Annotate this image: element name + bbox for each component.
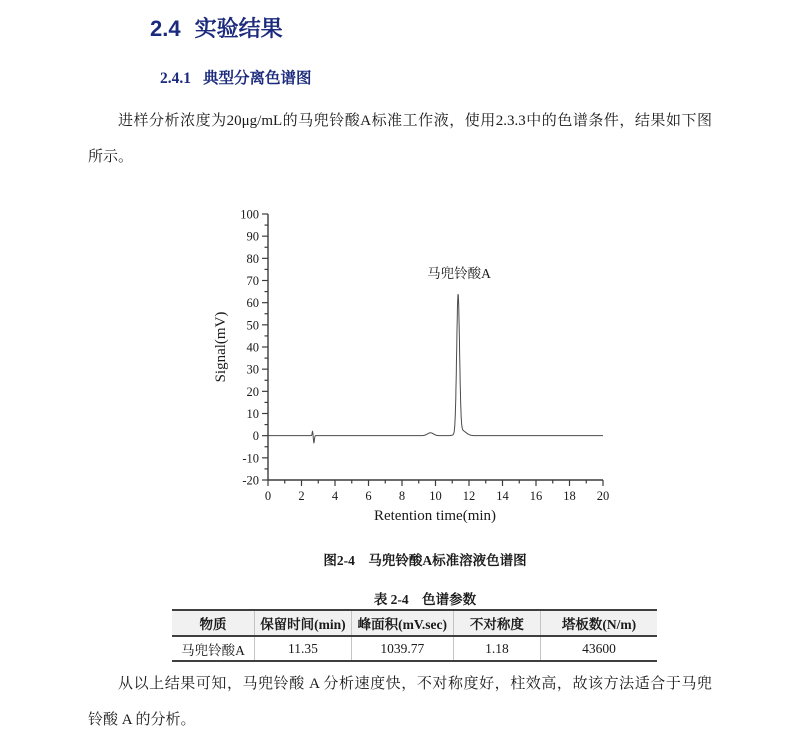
col-header-peak-area: 峰面积(mV.sec) <box>351 610 453 636</box>
table-caption: 表 2-4 色谱参数 <box>373 592 477 607</box>
peak-annotation: 马兜铃酸A <box>427 266 491 281</box>
subsection-heading <box>160 66 312 88</box>
col-header-plate-number: 塔板数(N/m) <box>561 617 637 632</box>
paragraph-line: 进样分析浓度为20μg/mL的马兜铃酸A标准工作液，使用2.3.3中的色谱条件，结果如下图 <box>118 113 712 129</box>
y-axis-title: Signal(mV) <box>213 311 229 383</box>
table-row <box>172 636 657 661</box>
subsection-number: 2.4.1 <box>160 70 191 87</box>
x-tick-label: 10 <box>429 489 442 503</box>
cell-asymmetry: 1.18 <box>453 636 540 661</box>
x-tick-label: 6 <box>365 489 372 503</box>
subsection-title: 典型分离色谱图 <box>203 70 312 87</box>
y-tick-label: -10 <box>242 451 259 466</box>
chromatogram-figure <box>185 200 625 530</box>
chromatogram-trace <box>268 294 603 443</box>
col-header-asymmetry: 不对称度 <box>453 610 540 636</box>
conclusion-paragraph <box>88 666 712 734</box>
x-tick-label: 16 <box>529 489 543 503</box>
col-header-substance: 物质 <box>172 610 254 636</box>
section-number: 2.4 <box>150 16 181 41</box>
chromatogram-chart <box>185 200 625 530</box>
y-tick-label: 40 <box>246 340 259 355</box>
section-heading <box>150 12 283 43</box>
cell-retention-time: 11.35 <box>254 636 351 661</box>
paragraph-line: 从以上结果可知，马兜铃酸 A 分析速度快，不对称度好，柱效高，故该方法适合于马兜 <box>118 676 712 692</box>
figure-caption: 图2-4 马兜铃酸A标准溶液色谱图 <box>323 553 527 568</box>
y-tick-label: 90 <box>246 229 259 244</box>
section-title: 实验结果 <box>194 16 283 41</box>
col-header-retention-time: 保留时间(min) <box>254 610 351 636</box>
paragraph-line: 所示。 <box>88 149 134 165</box>
x-tick-label: 14 <box>496 489 509 503</box>
y-tick-label: -20 <box>242 473 259 488</box>
y-tick-label: 10 <box>246 407 259 421</box>
x-tick-label: 2 <box>298 489 305 503</box>
y-tick-label: 80 <box>246 251 259 266</box>
cell-plate-number: 43600 <box>582 640 616 656</box>
x-tick-label: 12 <box>462 489 476 503</box>
y-tick-label: 100 <box>240 207 259 222</box>
y-tick-label: 30 <box>246 362 259 377</box>
paragraph-line: 铃酸 A 的分析。 <box>88 712 196 728</box>
x-tick-label: 4 <box>331 489 339 503</box>
x-tick-label: 20 <box>596 489 610 503</box>
x-axis-title: Retention time(min) <box>373 508 497 524</box>
chart-axes-and-trace <box>240 208 609 504</box>
x-tick-label: 18 <box>563 489 576 503</box>
x-tick-label: 8 <box>398 489 406 503</box>
intro-paragraph <box>88 103 712 175</box>
y-tick-label: 70 <box>246 274 259 288</box>
y-tick-label: 60 <box>246 296 259 311</box>
table-header-row <box>172 610 657 636</box>
x-tick-label: 0 <box>264 489 272 503</box>
chromatography-parameters-table <box>172 609 657 662</box>
cell-peak-area: 1039.77 <box>351 636 453 661</box>
y-tick-label: 50 <box>246 318 259 333</box>
y-tick-label: 0 <box>252 429 259 444</box>
cell-substance: 马兜铃酸A <box>172 636 254 661</box>
y-tick-label: 20 <box>246 384 259 399</box>
